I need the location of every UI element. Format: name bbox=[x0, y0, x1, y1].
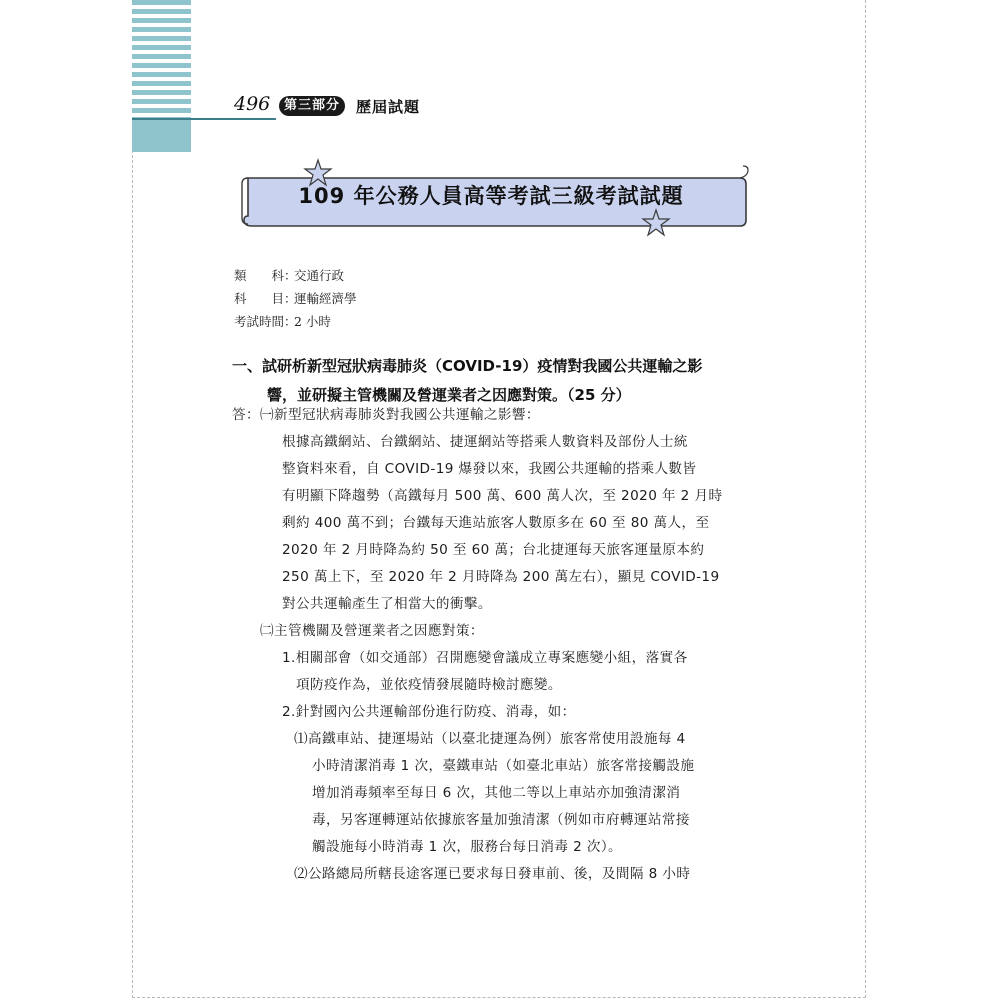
answer-line: 項防疫作為，並依疫情發展隨時檢討應變。 bbox=[296, 677, 562, 693]
meta-time-value: 2 小時 bbox=[294, 314, 331, 329]
part-badge: 第三部分 bbox=[279, 96, 345, 116]
answer-line: 剩約 400 萬不到；台鐵每天進站旅客人數原多在 60 至 80 萬人，至 bbox=[282, 515, 710, 531]
answer-line: 2020 年 2 月時降為約 50 至 60 萬；台北捷運每天旅客運量原本約 bbox=[282, 542, 705, 558]
question-line: 一、試研析新型冠狀病毒肺炎（COVID-19）疫情對我國公共運輸之影 bbox=[232, 357, 703, 375]
answer-line: 2.針對國內公共運輸部份進行防疫、消毒，如： bbox=[282, 704, 576, 720]
question-line: 響，並研擬主管機關及營運業者之因應對策。（25 分） bbox=[267, 386, 631, 404]
meta-subject-value: 運輸經濟學 bbox=[294, 291, 357, 306]
answer-line: 有明顯下降趨勢（高鐵每月 500 萬、600 萬人次，至 2020 年 2 月時 bbox=[282, 488, 723, 504]
meta-time: 考試時間 ： 2 小時 bbox=[234, 310, 357, 333]
header-stripe-block bbox=[132, 118, 191, 152]
answer-line: 小時清潔消毒 1 次，臺鐵車站（如臺北車站）旅客常接觸設施 bbox=[312, 758, 695, 774]
meta-category: 類 科 ： 交通行政 bbox=[234, 264, 357, 287]
answer-line: 1.相關部會（如交通部）召開應變會議成立專案應變小組，落實各 bbox=[282, 650, 688, 666]
answer-line: 250 萬上下，至 2020 年 2 月時降為 200 萬左右），顯見 COVID-19 bbox=[282, 569, 720, 585]
answer-line: 增加消毒頻率至每日 6 次，其他二等以上車站亦加強清潔消 bbox=[312, 785, 681, 801]
meta-subject: 科 目 ： 運輸經濟學 bbox=[234, 287, 357, 310]
answer-line: 根據高鐵網站、台鐵網站、捷運網站等搭乘人數資料及部份人士統 bbox=[282, 434, 688, 450]
answer-line: 對公共運輸產生了相當大的衝擊。 bbox=[282, 596, 492, 612]
page-number: 496 bbox=[234, 93, 271, 115]
answer-line: 整資料來看，自 COVID-19 爆發以來，我國公共運輸的搭乘人數皆 bbox=[282, 461, 697, 477]
answer-line: ⑴高鐵車站、捷運場站（以臺北捷運為例）旅客常使用設施每 4 bbox=[294, 731, 686, 747]
answer-intro: 答：㈠新型冠狀病毒肺炎對我國公共運輸之影響： bbox=[232, 407, 540, 423]
section-title: 歷屆試題 bbox=[356, 98, 421, 116]
answer-line: ⑵公路總局所轄長途客運已要求每日發車前、後，及間隔 8 小時 bbox=[294, 866, 691, 882]
answer-line: 毒，另客運轉運站依據旅客量加強清潔（例如市府轉運站常接 bbox=[312, 812, 690, 828]
answer-subheading: ㈡主管機關及營運業者之因應對策： bbox=[260, 623, 484, 639]
answer-line: 觸設施每小時消毒 1 次，服務台每日消毒 2 次）。 bbox=[312, 839, 623, 855]
exam-meta bbox=[234, 264, 357, 333]
meta-category-value: 交通行政 bbox=[294, 268, 345, 283]
exam-title: 109 年公務人員高等考試三級考試試題 bbox=[298, 184, 684, 208]
header-rule bbox=[132, 118, 276, 120]
